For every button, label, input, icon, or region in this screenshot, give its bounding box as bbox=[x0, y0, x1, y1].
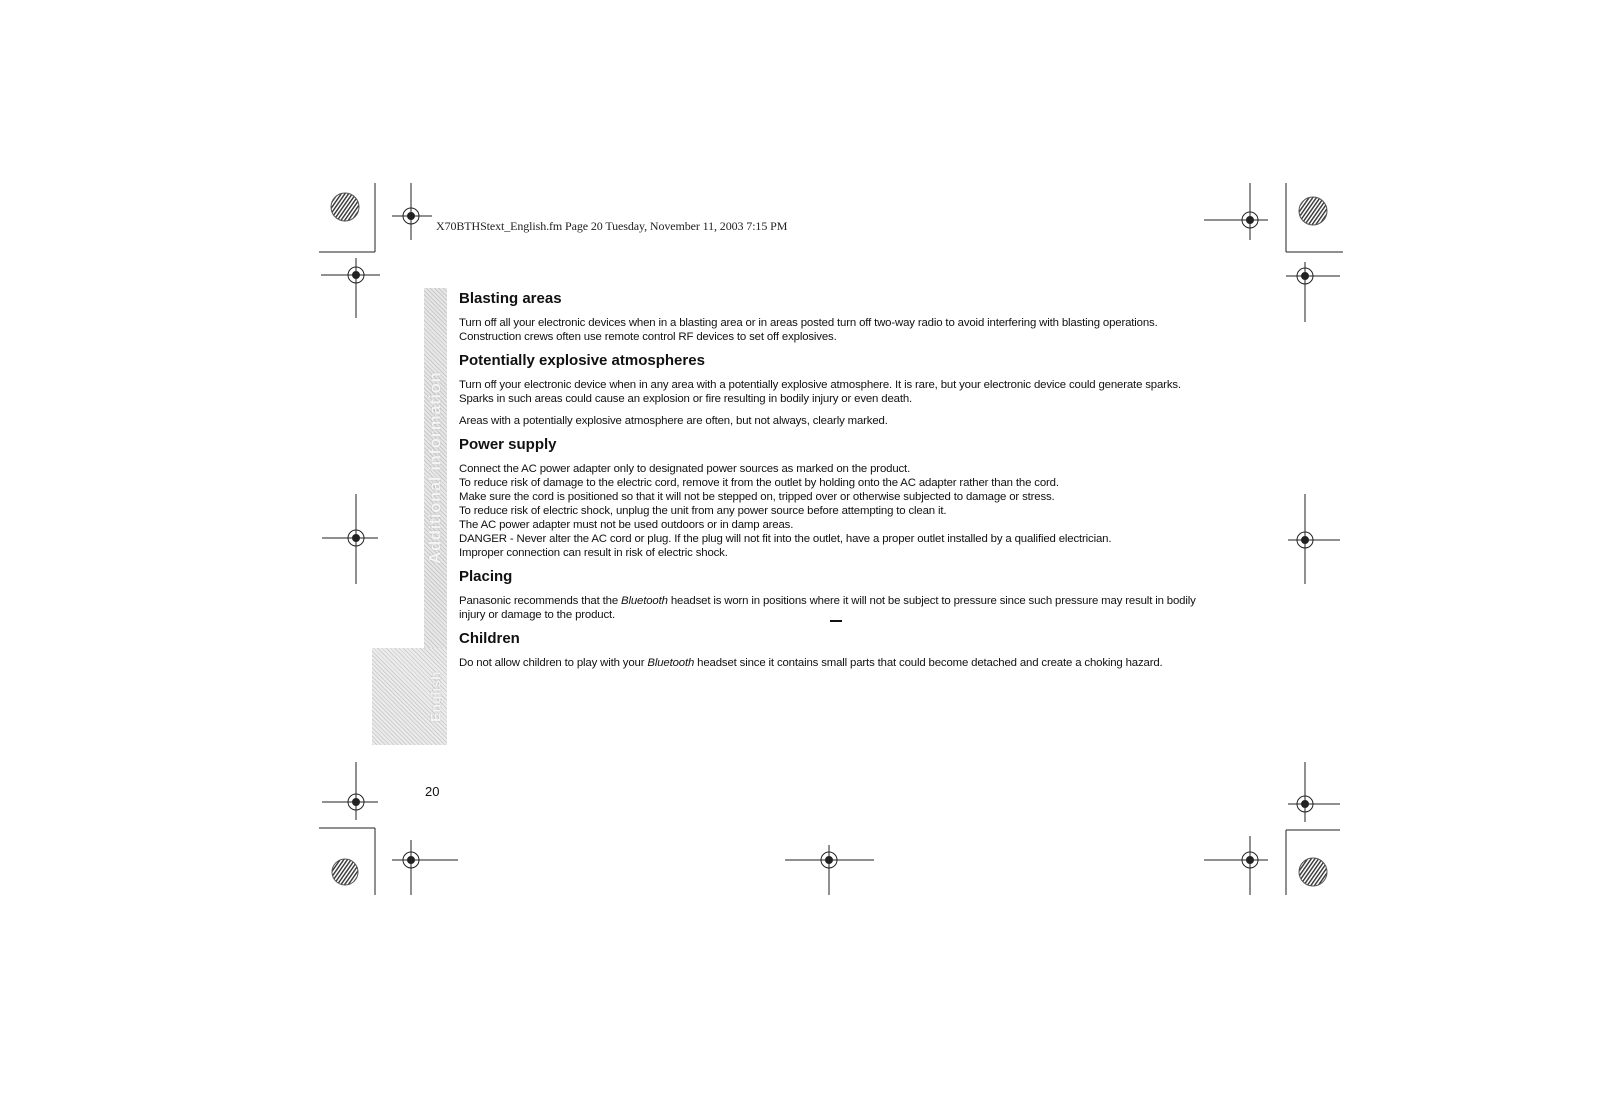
text-run: headset is worn in positions where it will not be subject to pressure since such pressure may result in bodily injury or damage to the product. bbox=[459, 595, 1196, 621]
color-target-icon bbox=[332, 859, 358, 885]
section-tab-label: Additional information bbox=[425, 371, 445, 565]
file-info-line: X70BTHStext_English.fm Page 20 Tuesday, November 11, 2003 7:15 PM bbox=[436, 219, 788, 233]
section-paragraph: Areas with a potentially explosive atmosphere are often, but not always, clearly marked. bbox=[459, 415, 888, 427]
stray-dash-mark bbox=[830, 620, 842, 622]
list-item: Improper connection can result in risk of electric shock. bbox=[459, 547, 728, 559]
list-item: DANGER - Never alter the AC cord or plug. If the plug will not fit into the outlet, have a proper outlet installed by a qualified electrician. bbox=[459, 533, 1112, 545]
section-blasting-areas bbox=[459, 290, 1204, 344]
list-item: Connect the AC power adapter only to designated power sources as marked on the product. bbox=[459, 463, 911, 475]
section-heading: Power supply bbox=[459, 436, 557, 453]
section-heading: Children bbox=[459, 630, 520, 647]
text-run: Do not allow children to play with your bbox=[459, 657, 648, 669]
section-heading: Blasting areas bbox=[459, 290, 562, 307]
color-target-icon bbox=[331, 193, 359, 221]
section-heading: Placing bbox=[459, 568, 513, 585]
section-children bbox=[459, 630, 1204, 670]
section-heading: Potentially explosive atmospheres bbox=[459, 352, 705, 369]
brand-emphasis: Bluetooth bbox=[647, 657, 695, 669]
text-run: Panasonic recommends that the bbox=[459, 595, 622, 607]
section-paragraph bbox=[459, 656, 1204, 670]
list-item: To reduce risk of damage to the electric cord, remove it from the outlet by holding onto the AC adapter rather than the cord. bbox=[459, 477, 1059, 489]
color-target-icon bbox=[1299, 197, 1327, 225]
brand-emphasis: Bluetooth bbox=[621, 595, 668, 607]
page-number: 20 bbox=[425, 784, 440, 799]
list-item: To reduce risk of electric shock, unplug the unit from any power source before attempting to clean it. bbox=[459, 505, 947, 517]
section-placing bbox=[459, 568, 1204, 622]
text-run: headset since it contains small parts that could become detached and create a choking hazard. bbox=[694, 657, 1163, 669]
list-item: The AC power adapter must not be used outdoors or in damp areas. bbox=[459, 519, 794, 531]
list-item: Make sure the cord is positioned so that it will not be stepped on, tripped over or otherwise subjected to damage or stress. bbox=[459, 491, 1055, 503]
language-tab-label: English bbox=[427, 671, 444, 723]
section-paragraph bbox=[459, 594, 1204, 622]
section-paragraph: Turn off your electronic device when in any area with a potentially explosive atmosphere. It is rare, but your electronic device could generate sparks. Sparks in such areas could cause an explosion or fire resulting in bodily injury or even death. bbox=[459, 379, 1181, 405]
section-paragraph: Turn off all your electronic devices when in a blasting area or in areas posted turn off two-way radio to avoid interfering with blasting operations. Construction crews often use remote control RF devices to set off explosives. bbox=[459, 317, 1158, 343]
section-power-supply bbox=[459, 436, 1204, 560]
section-explosive-atmospheres bbox=[459, 352, 1204, 428]
color-target-icon bbox=[1299, 858, 1327, 886]
